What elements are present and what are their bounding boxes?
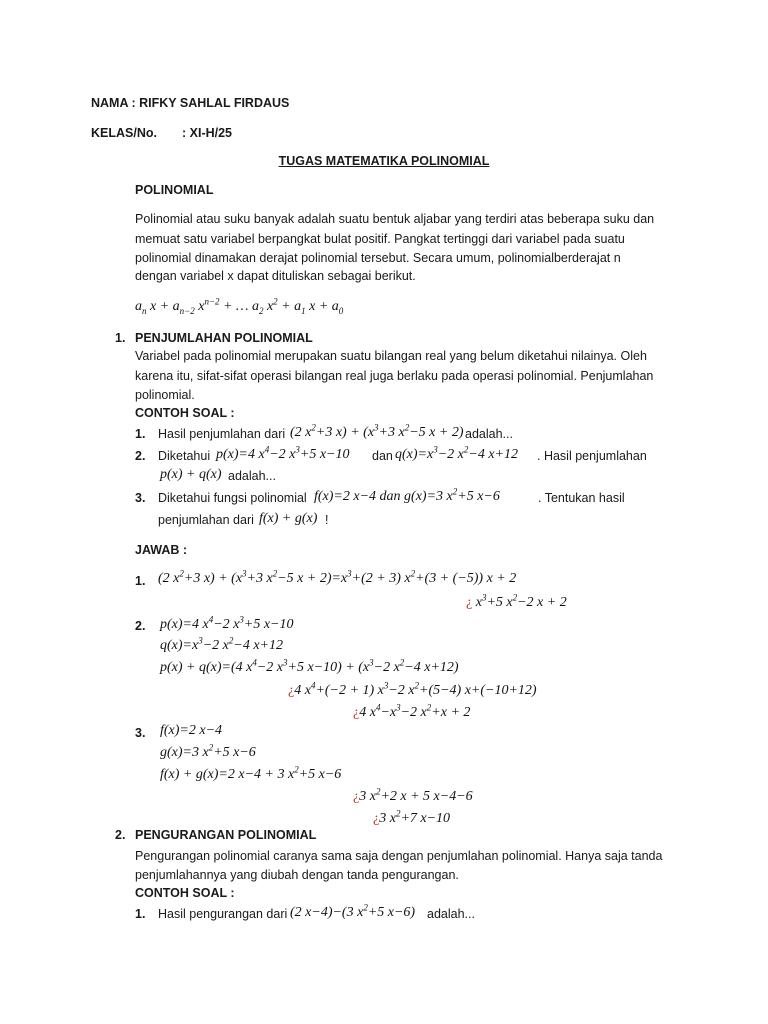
intro-heading: POLINOMIAL [135, 183, 214, 197]
document-title: TUGAS MATEMATIKA POLINOMIAL [278, 154, 490, 168]
intro-line: polinomial dinamakan derajat polinomial tersebut. Secara umum, polinomialberderajat n [135, 251, 621, 265]
question-number: 1. [135, 907, 146, 921]
section-text-line: penjumlahannya yang diubah dengan tanda pengurangan. [135, 868, 459, 882]
answer-line: ¿ $x^3+5$ $x^2-2$ x + 2 [466, 592, 567, 610]
contoh-soal-label: CONTOH SOAL : [135, 886, 235, 900]
question-tail: adalah... [427, 907, 475, 921]
answer-line: ¿4 $x^4+(-2 + 1)$ $x^3-2$ $x^2+(5-4)$ x+(−10+12) [288, 680, 537, 698]
question-lead: Diketahui fungsi polinomial [158, 491, 307, 505]
intro-line: Polinomial atau suku banyak adalah suatu bentuk aljabar yang terdiri atas beberapa suku dan [135, 212, 655, 226]
question-number: 2. [135, 449, 146, 463]
answer-line: f(x) + g(x)=2 x−4 + 3 $x^2+5$ x−6 [160, 764, 342, 782]
answer-line: ¿4 $x^4-x^3-2$ $x^2+x + 2$ [353, 702, 471, 720]
section-text-line: karena itu, sifat-sifat operasi bilangan real juga berlaku pada operasi polinomial. Penjumlahan [135, 369, 654, 383]
section-heading: PENJUMLAHAN POLINOMIAL [135, 331, 313, 345]
question-tail: adalah... [228, 469, 276, 483]
question-number: 1. [135, 427, 146, 441]
question-expression: p(x) + q(x) [160, 467, 222, 482]
section-text-line: Pengurangan polinomial caranya sama saja dengan penjumlahan polinomial. Hanya saja tanda [135, 849, 663, 863]
question-lead: Hasil pengurangan dari [158, 907, 288, 921]
question-lead: penjumlahan dari [158, 513, 254, 527]
answer-number: 1. [135, 574, 146, 588]
answer-number: 3. [135, 726, 146, 740]
question-tail: . Tentukan hasil [538, 491, 625, 505]
contoh-soal-label: CONTOH SOAL : [135, 406, 235, 420]
general-polynomial-formula: $a_n$ $x + a_{n-2}$ $x^{n-2}$ + … $a_2$ $x^2 + a_1$ $x + a_0$ [135, 296, 344, 316]
question-expression: (2 x−4)−(3 $x^2+5$ x−6) [290, 902, 416, 920]
answer-line: ¿3 $x^2+7$ x−10 [373, 808, 451, 826]
question-tail: . Hasil penjumlahan [537, 449, 647, 463]
intro-line: memuat satu variabel berpangkat bulat positif. Pangkat tertinggi dari variabel pada suatu [135, 232, 625, 246]
answer-line: $q(x)=x^3-2$ $x^2-4$ x+12 [160, 635, 283, 653]
student-name: NAMA : RIFKY SAHLAL FIRDAUS [91, 96, 290, 110]
answer-number: 2. [135, 619, 146, 633]
answer-line: ¿3 $x^2+2$ x + 5 x−4−6 [353, 786, 473, 804]
question-lead: Diketahui [158, 449, 211, 463]
section-text-line: polinomial. [135, 388, 195, 402]
answer-line: f(x)=2 x−4 [160, 723, 223, 738]
class-label: KELAS/No. [91, 126, 157, 140]
question-expression: $q(x)=x^3-2$ $x^2-4$ x+12 [395, 444, 518, 462]
question-lead: Hasil penjumlahan dari [158, 427, 286, 441]
section-text-line: Variabel pada polinomial merupakan suatu bilangan real yang belum diketahui nilainya. Oleh [135, 349, 647, 363]
answer-line: p(x)=4 $x^4-2$ $x^3+5$ x−10 [160, 614, 294, 632]
intro-line: dengan variabel x dapat dituliskan sebagai berikut. [135, 269, 416, 283]
answer-line: (2 $x^2+3$ $x) + (x^3+3$ $x^2-5$ $x + 2)=x^3+(2 + 3)$ $x^2+(3 + (-5)) x + 2$ [158, 568, 517, 586]
class-value: : XI-H/25 [182, 126, 233, 140]
section-heading: PENGURANGAN POLINOMIAL [135, 828, 317, 842]
question-expression: p(x)=4 $x^4-2$ $x^3+5$ x−10 [216, 444, 350, 462]
jawab-label: JAWAB : [135, 543, 188, 557]
question-expression: f(x) + g(x) [259, 511, 318, 526]
answer-line: g(x)=3 $x^2+5$ x−6 [160, 742, 256, 760]
question-expression: f(x)=2 x−4 dan g(x)=3 $x^2+5$ x−6 [314, 486, 500, 504]
question-tail: adalah... [465, 427, 513, 441]
section-number: 2. [115, 828, 126, 842]
question-number: 3. [135, 491, 146, 505]
question-expression: (2 $x^2+3$ $x) + (x^3+3$ $x^2-5$ x + 2) [290, 422, 464, 440]
section-number: 1. [115, 331, 126, 345]
question-mid: dan [372, 449, 393, 463]
answer-line: p(x) + q(x)=(4 $x^4-2$ $x^3+5$ $x-10) + (x^3-2$ $x^2-4$ x+12) [160, 657, 459, 675]
question-tail: ! [325, 513, 329, 527]
